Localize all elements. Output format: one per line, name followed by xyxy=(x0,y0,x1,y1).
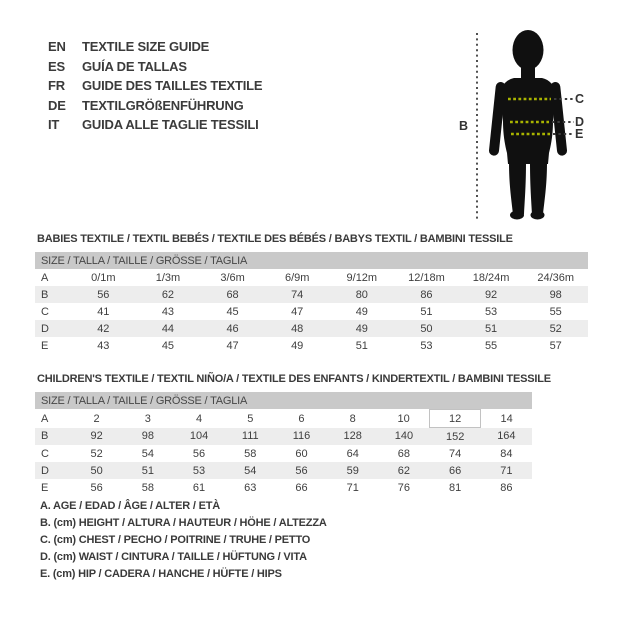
table-cell: 43 xyxy=(97,339,110,352)
row-label: E xyxy=(41,481,49,494)
table-cell: 54 xyxy=(225,462,276,479)
table-cell: 53 xyxy=(484,305,498,318)
table-row xyxy=(35,269,588,286)
table-cell: 49 xyxy=(355,305,368,318)
child-silhouette xyxy=(489,30,568,220)
table-cell: 0/1m xyxy=(91,271,116,284)
language-title: TEXTILGRÖßENFÜHRUNG xyxy=(82,97,244,113)
table-cell: 44 xyxy=(136,320,201,337)
language-code: IT xyxy=(48,117,60,133)
table-cell: 56 xyxy=(71,286,136,303)
table-cell: 92 xyxy=(459,286,524,303)
table-cell: 68 xyxy=(200,286,265,303)
language-row xyxy=(48,115,262,135)
table-cell: 164 xyxy=(481,428,532,446)
table-cell: 45 xyxy=(226,305,239,318)
language-row xyxy=(48,96,262,116)
table-cell: 51 xyxy=(355,339,368,352)
row-label: C xyxy=(41,447,49,460)
table-cell: 49 xyxy=(330,320,395,337)
row-label: D xyxy=(35,320,71,337)
table-row xyxy=(35,320,588,337)
legend-height: B. (cm) HEIGHT / ALTURA / HAUTEUR / HÖHE / ALTEZZA xyxy=(40,517,327,529)
row-label: E xyxy=(41,339,49,352)
table-cell: 111 xyxy=(225,428,276,446)
table-cell: 5 xyxy=(247,412,254,425)
table-cell: 51 xyxy=(122,462,173,479)
legend-waist: D. (cm) WAIST / CINTURA / TAILLE / HÜFTUNG / VITA xyxy=(40,551,307,563)
table-row xyxy=(35,286,588,303)
table-cell: 128 xyxy=(327,428,378,446)
table-cell: 45 xyxy=(161,339,175,352)
table-cell: 76 xyxy=(397,481,411,494)
table-cell: 53 xyxy=(173,462,224,479)
table-cell: 62 xyxy=(378,462,429,479)
table-cell: 86 xyxy=(500,481,513,494)
row-label: D xyxy=(35,462,71,479)
table-row xyxy=(35,462,532,479)
language-title-list xyxy=(48,37,262,135)
row-label: B xyxy=(35,286,71,303)
table-cell: 55 xyxy=(549,305,562,318)
table-row xyxy=(35,428,532,446)
language-row xyxy=(48,57,262,77)
table-cell: 71 xyxy=(481,462,532,479)
waist-label: D xyxy=(575,115,585,129)
children-size-header: SIZE / TALLA / TAILLE / GRÖSSE / TAGLIA xyxy=(35,392,532,409)
table-cell: 80 xyxy=(330,286,395,303)
table-cell: 3/6m xyxy=(220,271,245,284)
table-cell: 6 xyxy=(298,412,305,425)
table-cell: 46 xyxy=(200,320,265,337)
hip-label: E xyxy=(575,127,584,141)
language-title: GUIDA ALLE TAGLIE TESSILI xyxy=(82,117,259,133)
table-cell: 86 xyxy=(394,286,459,303)
table-cell: 71 xyxy=(346,481,359,494)
babies-size-table xyxy=(35,269,588,354)
table-row xyxy=(35,479,532,496)
table-cell: 81 xyxy=(449,481,462,494)
row-label: B xyxy=(35,428,71,446)
measurement-legend xyxy=(40,500,327,585)
language-row xyxy=(48,76,262,96)
legend-hip: E. (cm) HIP / CADERA / HANCHE / HÜFTE / HIPS xyxy=(40,568,282,580)
table-cell: 48 xyxy=(265,320,330,337)
measurement-figure xyxy=(455,25,620,225)
table-cell: 57 xyxy=(549,339,562,352)
table-cell: 42 xyxy=(71,320,136,337)
table-cell: 43 xyxy=(161,305,175,318)
children-table xyxy=(35,392,532,496)
language-code: FR xyxy=(48,78,65,94)
language-code: DE xyxy=(48,97,66,113)
table-row xyxy=(35,303,588,320)
babies-size-header: SIZE / TALLA / TAILLE / GRÖSSE / TAGLIA xyxy=(35,252,588,269)
table-row xyxy=(35,445,532,462)
table-cell: 50 xyxy=(394,320,459,337)
table-cell: 8 xyxy=(349,412,356,425)
table-cell: 3 xyxy=(144,412,151,425)
table-cell: 4 xyxy=(195,412,203,425)
table-cell: 152 xyxy=(430,428,481,446)
table-cell: 58 xyxy=(141,481,154,494)
table-cell: 74 xyxy=(449,447,462,460)
table-cell: 84 xyxy=(500,447,513,460)
table-cell: 66 xyxy=(295,481,308,494)
table-cell: 50 xyxy=(71,462,122,479)
table-cell: 52 xyxy=(523,320,588,337)
language-title: GUIDE DES TAILLES TEXTILE xyxy=(82,78,263,94)
table-cell: 51 xyxy=(459,320,524,337)
language-title: TEXTILE SIZE GUIDE xyxy=(82,39,210,55)
language-code: ES xyxy=(48,58,65,74)
table-cell: 18/24m xyxy=(472,271,510,284)
table-cell: 62 xyxy=(136,286,201,303)
table-cell: 12 xyxy=(430,410,481,428)
language-code: EN xyxy=(48,39,66,55)
table-cell: 59 xyxy=(327,462,378,479)
table-cell: 98 xyxy=(523,286,588,303)
babies-section-title: BABIES TEXTILE / TEXTIL BEBÉS / TEXTILE DES BÉBÉS / BABYS TEXTIL / BAMBINI TESSILE xyxy=(37,233,513,245)
child-silhouette-icon xyxy=(455,25,620,225)
chest-label: C xyxy=(575,92,585,106)
table-cell: 10 xyxy=(397,412,410,425)
table-cell: 54 xyxy=(141,447,154,460)
row-label: A xyxy=(41,412,49,425)
table-cell: 49 xyxy=(291,339,304,352)
table-cell: 61 xyxy=(192,481,206,494)
children-section-title: CHILDREN'S TEXTILE / TEXTIL NIÑO/A / TEXTILE DES ENFANTS / KINDERTEXTIL / BAMBINI TESSILE xyxy=(37,373,551,385)
table-cell: 98 xyxy=(122,428,173,446)
table-cell: 56 xyxy=(90,481,103,494)
table-row xyxy=(35,410,532,428)
table-cell: 64 xyxy=(346,447,359,460)
table-cell: 140 xyxy=(378,428,429,446)
language-title: GUÍA DE TALLAS xyxy=(82,58,187,74)
table-cell: 2 xyxy=(93,412,100,425)
table-cell: 55 xyxy=(484,339,498,352)
table-cell: 74 xyxy=(265,286,330,303)
children-size-table xyxy=(35,409,532,496)
language-row xyxy=(48,37,262,57)
table-cell: 24/36m xyxy=(537,271,575,284)
table-cell: 53 xyxy=(420,339,433,352)
table-cell: 104 xyxy=(173,428,224,446)
row-label: A xyxy=(41,271,49,284)
table-cell: 6/9m xyxy=(284,271,310,284)
table-cell: 66 xyxy=(430,462,481,479)
table-cell: 14 xyxy=(500,412,513,425)
table-cell: 60 xyxy=(295,447,308,460)
table-cell: 56 xyxy=(192,447,206,460)
table-cell: 47 xyxy=(226,339,239,352)
row-label: C xyxy=(41,305,49,318)
table-cell: 63 xyxy=(244,481,257,494)
table-cell: 68 xyxy=(397,447,411,460)
legend-age: A. AGE / EDAD / ÂGE / ALTER / ETÀ xyxy=(40,500,221,512)
table-cell: 116 xyxy=(276,428,327,446)
table-cell: 92 xyxy=(71,428,122,446)
table-cell: 12/18m xyxy=(408,271,445,284)
table-cell: 58 xyxy=(244,447,257,460)
table-row xyxy=(35,337,588,354)
babies-table xyxy=(35,252,588,354)
table-cell: 47 xyxy=(291,305,304,318)
table-cell: 51 xyxy=(420,305,433,318)
height-label: B xyxy=(459,119,469,133)
table-cell: 9/12m xyxy=(346,271,378,284)
table-cell: 52 xyxy=(90,447,103,460)
table-cell: 56 xyxy=(276,462,327,479)
table-cell: 41 xyxy=(97,305,110,318)
table-cell: 1/3m xyxy=(155,271,181,284)
legend-chest: C. (cm) CHEST / PECHO / POITRINE / TRUHE / PETTO xyxy=(40,534,311,546)
